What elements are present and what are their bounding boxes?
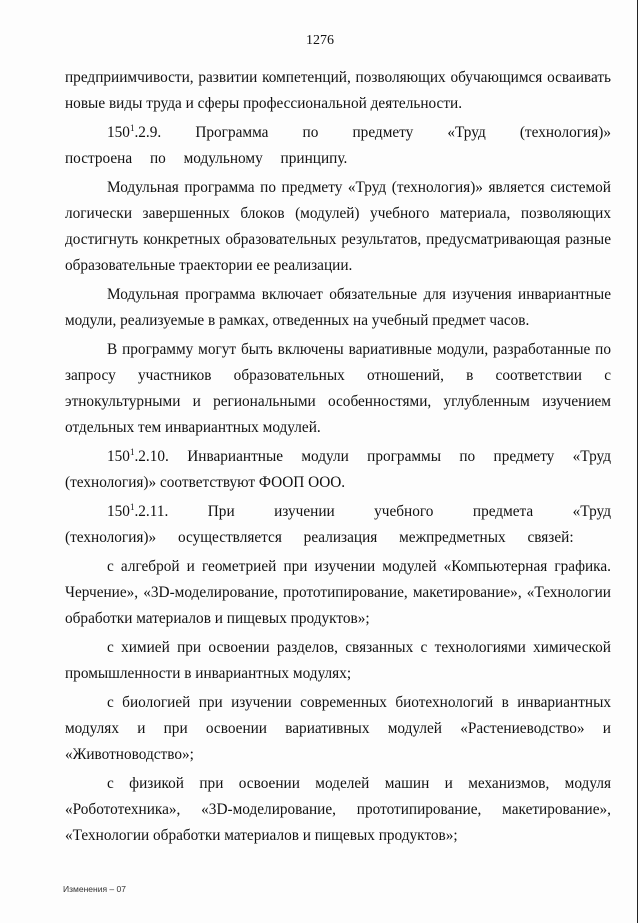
paragraph-6: $150^1.2.10$. Инвариантные модули программы по предмету «Труд (технология)» соответствуют ФООП ООО. — [65, 447, 611, 491]
page-edge-line — [637, 0, 638, 923]
clause-number: $150^1.2.10$. — [107, 447, 169, 465]
list-item-physics: с физикой при освоении моделей машин и механизмов, модуля «Робототехника», «3D-моделирование, прототипирование, макетирование», «Технологии обработки материалов и пищевых продуктов»; — [65, 775, 611, 844]
list-item-biology: с биологией при изучении современных биотехнологий в инвариантных модулях и при освоении вариативных модулей «Растениеводство» и «Животноводство»; — [65, 694, 611, 763]
paragraph-1: предприимчивости, развитии компетенций, позволяющих обучающимся осваивать новые виды труда и сферы профессиональной деятельности. — [65, 69, 611, 112]
paragraph-5: В программу могут быть включены вариативные модули, разработанные по запросу участников образовательных отношений, в соответствии с этнокультурными и региональными особенностями, углубленным изучением отдельных тем инвариантных модулей. — [65, 341, 611, 436]
paragraph-3: Модульная программа по предмету «Труд (технология)» является системой логически завершенных блоков (модулей) учебного материала, позволяющих достигнуть конкретных образовательных результатов, предусматривающая разные образовательные траектории ее реализации. — [65, 179, 611, 274]
list-item-algebra: с алгеброй и геометрией при изучении модулей «Компьютерная графика. Черчение», «3D-моделирование, прототипирование, макетирование», «Технологии обработки материалов и пищевых продуктов»; — [65, 558, 611, 627]
page-number: 1276 — [306, 33, 334, 48]
document-body — [65, 65, 611, 849]
list-item-chemistry: с химией при освоении разделов, связанных с технологиями химической промышленности в инвариантных модулях; — [65, 639, 611, 682]
clause-number: $150^1.2.9$. — [107, 123, 162, 141]
footer-revision: Изменения – 07 — [63, 884, 126, 894]
paragraph-7: $150^1.2.11$. При изучении учебного предмета «Труд (технология)» осуществляется реализация межпредметных связей: — [65, 502, 611, 546]
paragraph-4: Модульная программа включает обязательные для изучения инвариантные модули, реализуемые в рамках, отведенных на учебный предмет часов. — [65, 286, 611, 329]
paragraph-2: $150^1.2.9$. Программа по предмету «Труд (технология)» построена по модульному принципу. — [65, 123, 611, 167]
clause-number: $150^1.2.11$. — [107, 502, 169, 520]
